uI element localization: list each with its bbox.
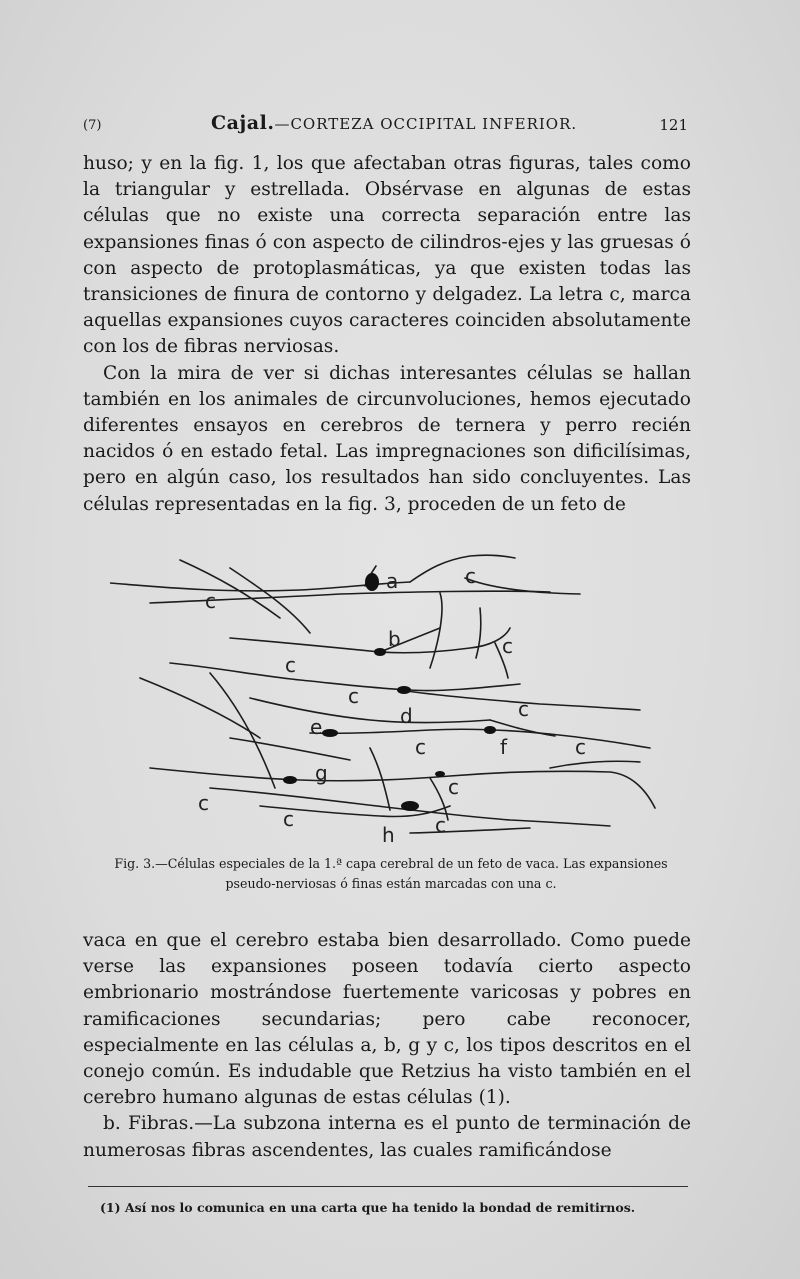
label-c: c bbox=[435, 813, 446, 837]
paragraph: huso; y en la fig. 1, los que afectaban otras figuras, tales como la triangular y estrellada. Obsérvase en algunas de estas células que no existe una correcta separación entre las expansiones finas ó con aspecto de cilindros-ejes y las gruesas ó con aspecto de protoplasmáticas, ya que existen todas las transiciones de finura de contorno y delgadez. La letra c, marca aquellas expansiones cuyos caracteres coinciden absolutamente con los de fibras nerviosas. bbox=[83, 153, 691, 358]
label-c: c bbox=[575, 735, 586, 759]
label-b: b bbox=[388, 627, 401, 651]
page-header bbox=[83, 112, 688, 140]
paragraph: Con la mira de ver si dichas interesantes células se hallan también en los animales de circunvoluciones, hemos ejecutado diferentes ensayos en cerebros de ternera y perro recién nacidos ó en estado fetal. Las impregnaciones son dificilísimas, pero en algún caso, los resultados han sido concluyentes. Las células representadas en la fig. 3, proceden de un feto de bbox=[83, 362, 691, 515]
label-c: c bbox=[448, 775, 459, 799]
caption-line: pseudo-nerviosas ó finas están marcadas con una c. bbox=[225, 876, 557, 891]
label-d: d bbox=[400, 704, 413, 728]
author-name: Cajal. bbox=[211, 112, 275, 134]
label-c: c bbox=[285, 653, 296, 677]
paragraph: b. Fibras.—La subzona interna es el punto de terminación de numerosas fibras ascendentes, las cuales ramificándose bbox=[83, 1113, 691, 1161]
text-block-top bbox=[83, 151, 691, 518]
signature-mark: (7) bbox=[83, 118, 102, 133]
neuron-drawing bbox=[110, 548, 670, 848]
running-title bbox=[211, 112, 577, 134]
label-c: c bbox=[415, 735, 426, 759]
label-g: g bbox=[315, 761, 328, 785]
label-a: a bbox=[386, 569, 399, 593]
label-c: c bbox=[348, 684, 359, 708]
paragraph: vaca en que el cerebro estaba bien desarrollado. Como puede verse las expansiones poseen todavía cierto aspecto embrionario mostrándose fuertemente varicosas y pobres en ramificaciones secundarias; pero cabe reconocer, especialmente en las células a, b, g y c, los tipos descritos en el conejo común. Es indudable que Retzius ha visto también en el cerebro humano algunas de estas células (1). bbox=[83, 930, 691, 1109]
label-f: f bbox=[500, 735, 508, 759]
footnote-divider bbox=[88, 1186, 688, 1187]
figure-caption bbox=[88, 854, 694, 894]
label-c: c bbox=[465, 564, 476, 588]
label-c: c bbox=[283, 807, 294, 831]
page-number: 121 bbox=[659, 116, 688, 134]
label-h: h bbox=[382, 823, 395, 847]
figure-3-illustration bbox=[110, 548, 670, 848]
label-c: c bbox=[518, 697, 529, 721]
label-c: c bbox=[205, 589, 216, 613]
text-block-bottom bbox=[83, 928, 691, 1164]
label-c: c bbox=[502, 634, 513, 658]
figure-labels bbox=[198, 564, 586, 847]
label-e: e bbox=[310, 715, 323, 739]
footnote: (1) Así nos lo comunica en una carta que ha tenido la bondad de remitirnos. bbox=[100, 1200, 636, 1215]
label-c: c bbox=[198, 791, 209, 815]
caption-line: Fig. 3.—Células especiales de la 1.ª capa cerebral de un feto de vaca. Las expansiones bbox=[114, 856, 668, 871]
running-subtitle: —CORTEZA OCCIPITAL INFERIOR. bbox=[274, 115, 578, 133]
